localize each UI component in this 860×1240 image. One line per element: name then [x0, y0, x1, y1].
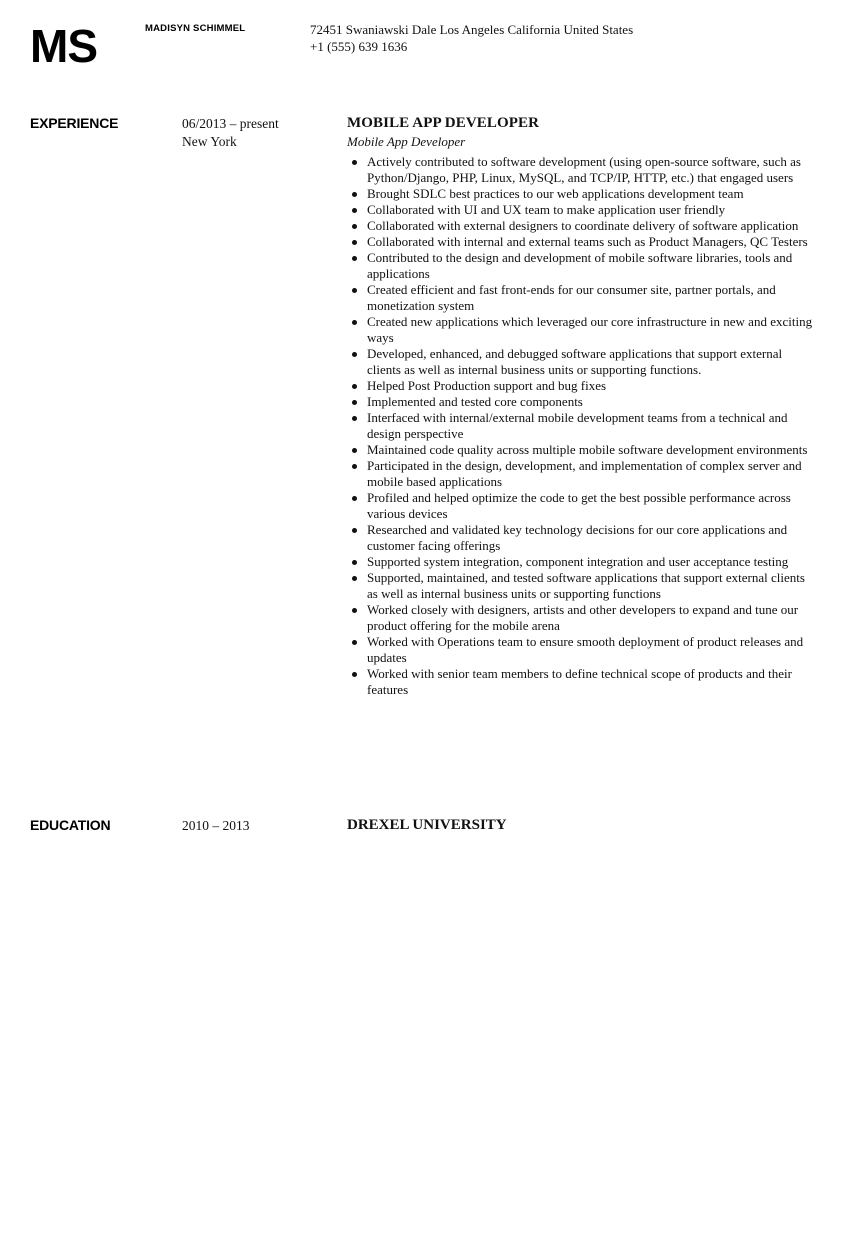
responsibility-text: Supported system integration, component integration and user acceptance testing [367, 554, 789, 569]
bullet-icon [352, 560, 357, 565]
bullet-icon [352, 352, 357, 357]
bullet-icon [352, 576, 357, 581]
responsibility-text: Developed, enhanced, and debugged software applications that support external clients as well as internal business units or supporting functions. [367, 346, 783, 377]
responsibility-text: Maintained code quality across multiple mobile software development environments [367, 442, 808, 457]
responsibility-text: Worked with senior team members to define technical scope of products and their features [367, 666, 792, 697]
experience-heading: EXPERIENCE [30, 115, 119, 131]
experience-location: New York [182, 134, 237, 149]
bullet-icon [352, 240, 357, 245]
name-initials: MS [30, 20, 97, 72]
responsibility-text: Profiled and helped optimize the code to get the best possible performance across various devices [367, 490, 791, 521]
bullet-icon [352, 160, 357, 165]
bullet-icon [352, 256, 357, 261]
bullet-icon [352, 320, 357, 325]
bullet-icon [352, 640, 357, 645]
full-name: MADISYN SCHIMMEL [145, 23, 246, 34]
responsibility-text: Worked with Operations team to ensure smooth deployment of product releases and updates [367, 634, 804, 665]
responsibility-text: Collaborated with UI and UX team to make application user friendly [367, 202, 726, 217]
responsibility-item [347, 442, 817, 458]
bullet-icon [352, 288, 357, 293]
job-title: MOBILE APP DEVELOPER [347, 115, 540, 131]
bullet-icon [352, 416, 357, 421]
responsibility-text: Supported, maintained, and tested software applications that support external clients as well as internal business units or supporting functions [367, 570, 805, 601]
responsibility-text: Interfaced with internal/external mobile development teams from a technical and design perspective [367, 410, 788, 441]
responsibility-item [347, 394, 817, 410]
responsibility-item [347, 234, 817, 250]
contact-info [310, 21, 633, 55]
responsibility-text: Created new applications which leveraged our core infrastructure in new and exciting ways [367, 314, 813, 345]
experience-dates-block [182, 115, 279, 151]
responsibility-item [347, 154, 817, 186]
education-dates: 2010 – 2013 [182, 818, 250, 833]
responsibility-item [347, 522, 817, 554]
responsibility-item [347, 458, 817, 490]
address: 72451 Swaniawski Dale Los Angeles California United States [310, 22, 634, 37]
bullet-icon [352, 208, 357, 213]
phone: +1 (555) 639 1636 [310, 39, 408, 54]
experience-entry [347, 114, 817, 698]
responsibility-text: Worked closely with designers, artists and other developers to expand and tune our product offering for the mobile arena [367, 602, 799, 633]
responsibility-text: Contributed to the design and development of mobile software libraries, tools and applications [367, 250, 793, 281]
responsibility-text: Created efficient and fast front-ends for our consumer site, partner portals, and monetization system [367, 282, 776, 313]
responsibility-text: Implemented and tested core components [367, 394, 583, 409]
bullet-icon [352, 464, 357, 469]
responsibility-item [347, 554, 817, 570]
responsibility-item [347, 186, 817, 202]
education-heading: EDUCATION [30, 817, 111, 833]
bullet-icon [352, 608, 357, 613]
school-name: DREXEL UNIVERSITY [347, 817, 507, 833]
responsibility-item [347, 634, 817, 666]
bullet-icon [352, 496, 357, 501]
responsibility-text: Participated in the design, development, and implementation of complex server and mobile based applications [367, 458, 802, 489]
responsibility-text: Collaborated with external designers to coordinate delivery of software application [367, 218, 799, 233]
bullet-icon [352, 528, 357, 533]
responsibility-text: Researched and validated key technology decisions for our core applications and customer facing offerings [367, 522, 788, 553]
responsibility-item [347, 570, 817, 602]
bullet-icon [352, 224, 357, 229]
responsibility-item [347, 490, 817, 522]
bullet-icon [352, 400, 357, 405]
responsibility-item [347, 378, 817, 394]
responsibility-text: Collaborated with internal and external teams such as Product Managers, QC Testers [367, 234, 808, 249]
responsibility-item [347, 666, 817, 698]
responsibility-item [347, 314, 817, 346]
experience-dates: 06/2013 – present [182, 116, 279, 131]
responsibility-item [347, 410, 817, 442]
responsibility-item [347, 282, 817, 314]
bullet-icon [352, 448, 357, 453]
job-subtitle: Mobile App Developer [347, 134, 466, 149]
bullet-icon [352, 672, 357, 677]
responsibility-item [347, 602, 817, 634]
responsibility-text: Actively contributed to software development (using open-source software, such as Python/Django, PHP, Linux, MySQL, and TCP/IP, HTTP, etc.) that engaged users [367, 154, 801, 185]
bullet-icon [352, 384, 357, 389]
responsibility-item [347, 346, 817, 378]
responsibilities-list [347, 154, 817, 698]
responsibility-item [347, 250, 817, 282]
responsibility-text: Helped Post Production support and bug fixes [367, 378, 607, 393]
bullet-icon [352, 192, 357, 197]
responsibility-item [347, 218, 817, 234]
responsibility-text: Brought SDLC best practices to our web applications development team [367, 186, 744, 201]
responsibility-item [347, 202, 817, 218]
